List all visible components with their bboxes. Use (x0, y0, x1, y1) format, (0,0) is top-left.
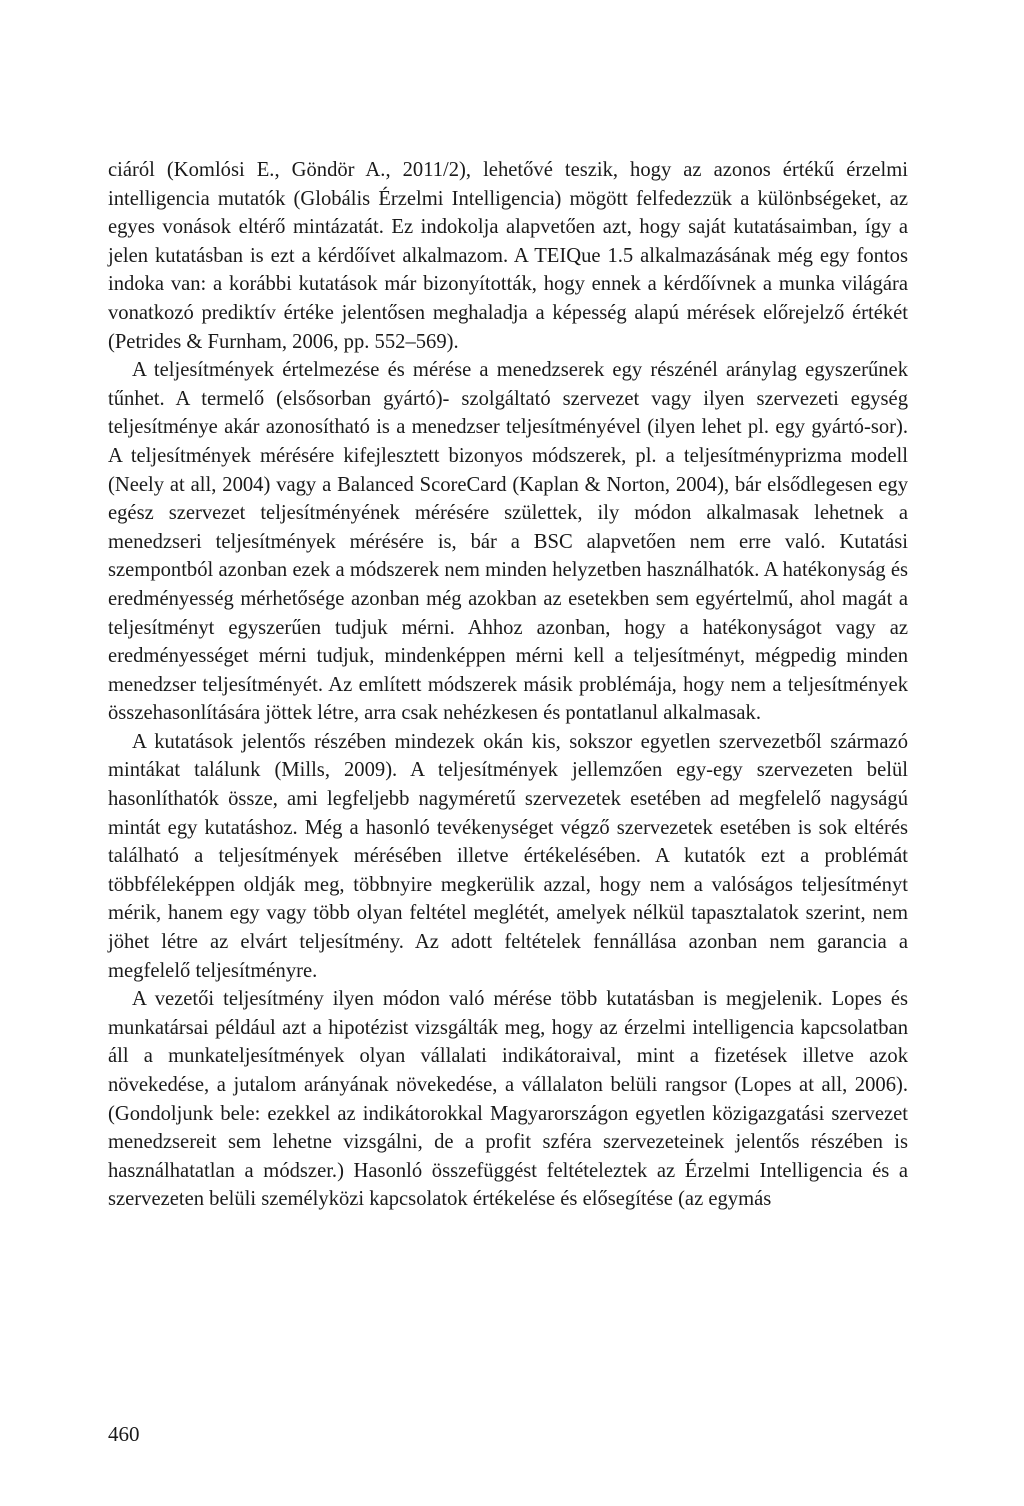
paragraph-4: A vezetői teljesítmény ilyen módon való mérése több kutatásban is megjelenik. Lopes és munkatársai például azt a hipotézist vizsgálták meg, hogy az érzelmi intelligencia kapcsolatban áll a munkateljesítmények olyan vállalati indikátoraival, mint a fizetések illetve azok növekedése, a jutalom arányának növekedése, a vállalaton belüli rangsor (Lopes at all, 2006). (Gondoljunk bele: ezekkel az indikátorokkal Magyarországon egyetlen közigazgatási szervezet menedzsereit sem lehetne vizsgálni, de a profit szféra szervezeteinek jelentős részében is használhatatlan a módszer.) Hasonló összefüggést feltételeztek az Érzelmi Intelligencia és a szervezeten belüli személyközi kapcsolatok értékelése és elősegítése (az egymás (108, 988, 908, 1211)
page-number: 460 (108, 1422, 140, 1446)
paragraph-2: A teljesítmények értelmezése és mérése a menedzserek egy részénél aránylag egyszerűnek tűnhet. A termelő (elsősorban gyártó)- szolgáltató szervezet vagy ilyen szervezeti egység teljesítménye akár azonosítható is a menedzser teljesítményével (ilyen lehet pl. egy gyártó-sor). A teljesítmények mérésére kifejlesztett bizonyos módszerek, pl. a teljesítményprizma modell (Neely at all, 2004) vagy a Balanced ScoreCard (Kaplan & Norton, 2004), bár elsődlegesen egy egész szervezet teljesítményének mérésére születtek, ily módon alkalmasak lehetnek a menedzseri teljesítmények mérésére is, bár a BSC alapvetően nem erre való. Kutatási szempontból azonban ezek a módszerek nem minden helyzetben használhatók. A hatékonyság és eredményesség mérhetősége azonban még azokban az esetekben sem egyértelmű, ahol magát a teljesítményt egyszerűen tudjuk mérni. Ahhoz azonban, hogy a hatékonyságot vagy az eredményességet mérni tudjuk, mindenképpen mérni kell a teljesítményt, mégpedig minden menedzser teljesítményét. Az említett módszerek másik problémája, hogy nem a teljesítmények összehasonlítására jöttek létre, arra csak nehézkesen és pontatlanul alkalmasak. (108, 359, 908, 725)
paragraph-3: A kutatások jelentős részében mindezek okán kis, sokszor egyetlen szervezetből származó mintákat találunk (Mills, 2009). A teljesítmények jellemzően egy-egy szervezeten belül hasonlíthatók össze, ami legfeljebb nagyméretű szervezetek esetében ad megfelelő nagyságú mintát egy kutatáshoz. Még a hasonló tevékenységet végző szervezetek esetében is sok eltérés található a teljesítmények mérésében illetve értékelésében. A kutatók ezt a problémát többféleképpen oldják meg, többnyire megkerülik azzal, hogy nem a valóságos teljesítményt mérik, hanem egy vagy több olyan feltétel meglétét, amelyek nélkül tapasztalatok szerint, nem jöhet létre az elvárt teljesítmény. Az adott feltételek fennállása azonban nem garancia a megfelelő teljesítményre. (108, 730, 908, 982)
body-text (108, 156, 908, 1214)
paragraph-1: ciáról (Komlósi E., Göndör A., 2011/2), lehetővé teszik, hogy az azonos értékű érzelmi intelligencia mutatók (Globális Érzelmi Intelligencia) mögött felfedezzük a különbségeket, az egyes vonások eltérő mintázatát. Ez indokolja alapvetően azt, hogy saját kutatásaimban, így a jelen kutatásban is ezt a kérdőívet alkalmazom. A TEIQue 1.5 alkalmazásának még egy fontos indoka van: a korábbi kutatások már bizonyították, hogy ennek a kérdőívnek a munka világára vonatkozó prediktív értéke jelentősen meghaladja a képesség alapú mérések előrejelző értékét (Petrides & Furnham, 2006, pp. 552–569). (108, 159, 908, 353)
